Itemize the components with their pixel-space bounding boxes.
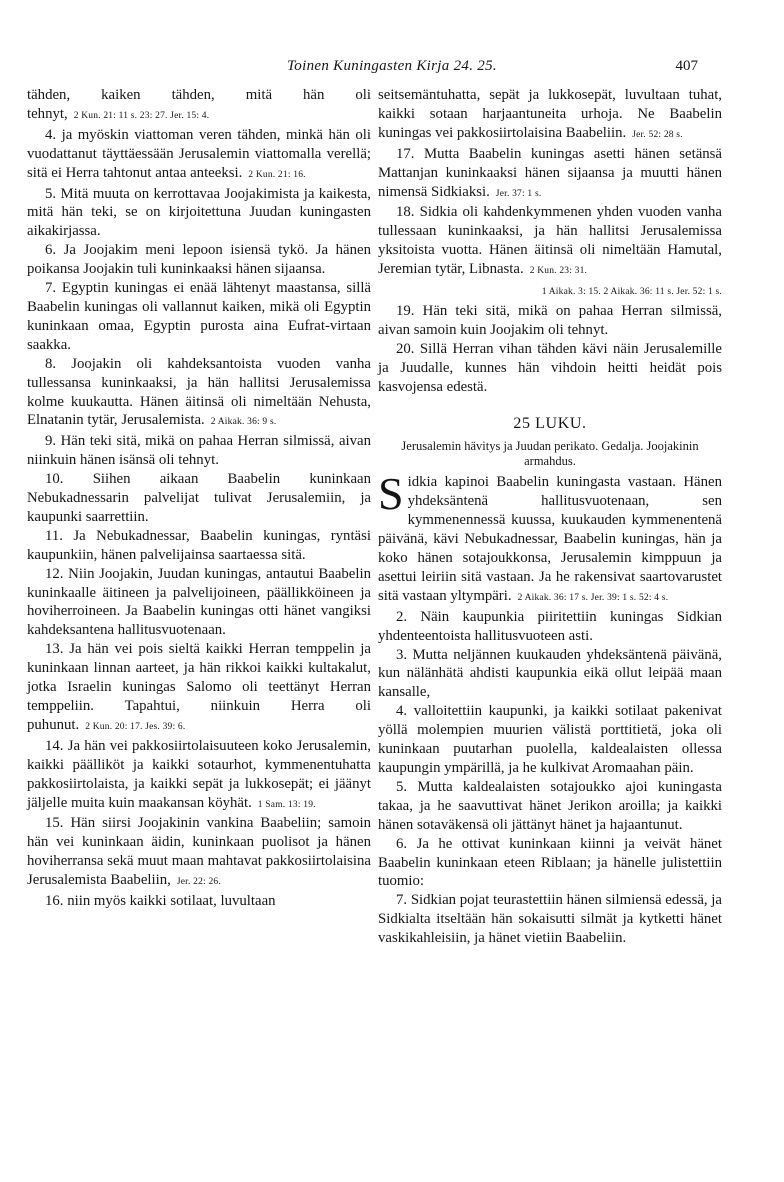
verse-text: 5. Mutta kaldealaisten sotajoukko ajoi kuningasta takaa, ja he saavuttivat hänet Jerikon aroilla; ja kaikki hänen sotaväkensä oli jättänyt hänet ja hajaantunut.: [378, 778, 722, 833]
verse: [27, 185, 371, 242]
verse: [27, 565, 371, 641]
cross-reference: 2 Kun. 20: 17. Jes. 39: 6.: [85, 721, 186, 732]
verse: [27, 814, 371, 892]
cross-reference: Jer. 37: 1 s.: [495, 188, 542, 199]
verse-text: seitsemäntuhatta, sepät ja lukkosepät, luvultaan tuhat, kaikki sotaan harjaantuneita urhoja. Ne Baabelin kuningas vei pakkosiirtolaisina Baabeliin.: [378, 87, 722, 141]
left-column: [27, 86, 371, 911]
verse: [27, 355, 371, 433]
page-number: 407: [675, 58, 698, 74]
verse-text: 14. Ja hän vei pakkosiirtolaisuuteen koko Jerusalemin, kaikki päälliköt ja kaikki sotaurhot, kymmenentuhatta pakkosiirtolaista, ja kaikki sepät ja lukkosepät; ei jäänyt jäljelle muita kuin maakansan köyhät.: [27, 737, 371, 811]
continued-paragraph: [27, 86, 371, 126]
running-title: Toinen Kuningasten Kirja 24. 25.: [287, 58, 497, 74]
verse-text: 7. Sidkian pojat teurastettiin hänen silmiensä edessä, ja Sidkialta itseltään hän sokaisutti silmät ja kytketti hänet vaskikahleisiin, ja hänet vietiin Baabeliin.: [378, 892, 722, 947]
verse: [27, 892, 371, 911]
verse-text: 3. Mutta neljännen kuukauden yhdeksäntenä päivänä, kun nälänhätä ahdisti kaupunkia eikä ollut leipää maan kansalle,: [378, 646, 722, 701]
verse: [27, 640, 371, 737]
verse-text: 16. niin myös kaikki sotilaat, luvultaan: [45, 893, 276, 910]
verse-text: 15. Hän siirsi Joojakinin vankina Baabeliin; samoin hän vei kuninkaan äidin, kuninkaan puolisot ja hänen hoviherransa sekä muut maan mahtavat pakkosiirtolaisina Jerusalemista Baabeliin,: [27, 815, 371, 889]
cross-reference: 2 Kun. 21: 16.: [248, 169, 306, 180]
continued-paragraph: [378, 86, 722, 145]
verse: [27, 527, 371, 565]
verse: [27, 279, 371, 355]
verse-text: 5. Mitä muuta on kerrottavaa Joojakimista ja kaikesta, mitä hän teki, se on kirjoitettuna Juudan kuningasten aikakirjassa.: [27, 185, 371, 240]
verse: [378, 203, 722, 281]
verse: [378, 608, 722, 646]
verse: [27, 126, 371, 185]
verse-text: 10. Siihen aikaan Baabelin kuninkaan Nebukadnessarin palvelijat tulivat Jerusalemiin, ja kaupunki saarrettiin.: [27, 471, 371, 525]
drop-cap: S: [378, 468, 404, 520]
cross-reference: 2 Kun. 23: 31.: [529, 266, 588, 277]
chapter-first-verse: [378, 468, 722, 607]
cross-reference: Jer. 52: 28 s.: [632, 129, 683, 140]
verse-text: 6. Ja Joojakim meni lepoon isiensä tykö. Ja hänen poikansa Joojakin tuli kuninkaaksi hänen sijaansa.: [27, 242, 371, 278]
cross-reference: 1 Sam. 13: 19.: [257, 799, 316, 810]
verse: [378, 145, 722, 204]
verse: [378, 778, 722, 835]
verse: [378, 702, 722, 778]
page-header: [0, 58, 784, 82]
verse: [27, 737, 371, 815]
verse: [27, 432, 371, 470]
verse: [378, 302, 722, 340]
chapter-heading: 25 LUKU.: [513, 414, 587, 432]
chapter-summary: Jerusalemin hävitys ja Juudan perikato. Gedalja. Joojakinin armahdus.: [401, 439, 699, 469]
verse: [378, 891, 722, 948]
verse-text: 19. Hän teki sitä, mikä on pahaa Herran silmissä, aivan samoin kuin Joojakim oli tehnyt.: [378, 302, 722, 338]
verse-text: 7. Egyptin kuningas ei enää lähtenyt maastansa, sillä Baabelin kuningas oli vallannut kaiken, mikä oli Egyptin kuninkaan omaa, Egyptin purosta aina Eufrat-virtaan saakka.: [27, 280, 371, 353]
chapter-verses: [378, 608, 722, 948]
verse-text: 6. Ja he ottivat kuninkaan kiinni ja veivät hänet Baabelin kuninkaan eteen Riblaan; ja hänelle julistettiin tuomio:: [378, 835, 722, 890]
verse-text: 20. Sillä Herran vihan tähden kävi näin Jerusalemille ja Juudalle, kunnes hän vihdoin heitti heidät pois kasvojensa edestä.: [378, 340, 722, 395]
verse-text: 2. Näin kaupunkia piiritettiin kuningas Sidkian yhdenteentoista hallitusvuoteen asti.: [378, 608, 722, 644]
verse-text: 12. Niin Joojakin, Juudan kuningas, antautui Baabelin kuninkaalle äitineen ja palvelijoineen, päällikköineen ja hoviherroineen. Ja Baabelin kuningas otti hänet vangiksi kahdeksantena hallitusvuotenaan.: [27, 565, 371, 639]
cross-reference: 2 Aikak. 36: 17 s. Jer. 39: 1 s. 52: 4 s.: [517, 592, 669, 603]
verse: [27, 470, 371, 527]
verse-text: 4. ja myöskin viattoman veren tähden, minkä hän oli vuodattanut täyttäessään Jerusalemin viattomalla verellä; sitä ei Herra tahtonut antaa anteeksi.: [27, 126, 371, 181]
verse-text: 8. Joojakin oli kahdeksantoista vuoden vanha tullessansa kuninkaaksi, ja hän hallitsi Jerusalemissa kolme kuukautta. Hänen äitinsä oli nimeltään Nehusta, Elnatanin tytär, Jerusalemista.: [27, 355, 371, 429]
verse-text: 9. Hän teki sitä, mikä on pahaa Herran silmissä, aivan niinkuin hänen isänsä oli tehnyt.: [27, 433, 371, 469]
verse-text: 17. Mutta Baabelin kuningas asetti hänen setänsä Mattanjan kuninkaaksi hänen sijaansa ja muutti hänen nimensä Sidkiaksi.: [378, 145, 722, 200]
verse-text: 4. valloitettiin kaupunki, ja kaikki sotilaat pakenivat yöllä molempien muurien välistä porttitietä, joka oli kuninkaan puutarhan puolella, kaldealaisten ollessa kaupungin ympärillä, ja he kulkivat Aromaahan päin.: [378, 703, 722, 776]
verse-text: 13. Ja hän vei pois sieltä kaikki Herran temppelin ja kuninkaan linnan aarteet, ja hän rikkoi kaikki kultakalut, jotka Israelin kuningas Salomo oli teettänyt Herran temppeliin. Tapahtui, niinkuin Herra oli puhunut.: [27, 641, 371, 733]
verse-text: 18. Sidkia oli kahdenkymmenen yhden vuoden vanha tullessaan kuninkaaksi, ja hän hallitsi Jerusalemissa yksitoista vuotta. Hänen äitinsä oli nimeltään Hamutal, Jeremian tytär, Libnasta.: [378, 204, 722, 278]
verse: [27, 241, 371, 279]
cross-reference-line: [378, 281, 722, 302]
first-verse-text: idkia kapinoi Baabelin kuningasta vastaan. Hänen yhdeksäntenä hallitusvuotenaan, sen kymmenennessä kuussa, kuukauden kymmenentenä päivänä, kävi Nebukadnessar, Baabelin kuningas, hän ja koko hänen sotajoukkonsa, Jerusalemin kimppuun ja asettui leiriin sitä vastaan. Ja he rakensivat saartovarustet sitä vastaan yltympäri.: [378, 474, 722, 604]
verse: [378, 646, 722, 703]
cross-reference: 2 Kun. 21: 11 s. 23: 27. Jer. 15: 4.: [73, 110, 210, 121]
cross-reference: 1 Aikak. 3: 15. 2 Aikak. 36: 11 s. Jer. 52: 1 s.: [541, 287, 722, 298]
verse-text: 11. Ja Nebukadnessar, Baabelin kuningas, ryntäsi kaupunkiin, hänen palvelijainsa saartaessa sitä.: [27, 527, 371, 563]
right-column: [378, 86, 722, 948]
right-column-verses: [378, 86, 722, 397]
verse: [378, 835, 722, 892]
cross-reference: Jer. 22: 26.: [176, 877, 221, 888]
verse-text: tähden, kaiken tähden, mitä hän oli tehnyt,: [27, 87, 371, 122]
cross-reference: 2 Aikak. 36: 9 s.: [210, 417, 277, 428]
verse: [378, 340, 722, 397]
